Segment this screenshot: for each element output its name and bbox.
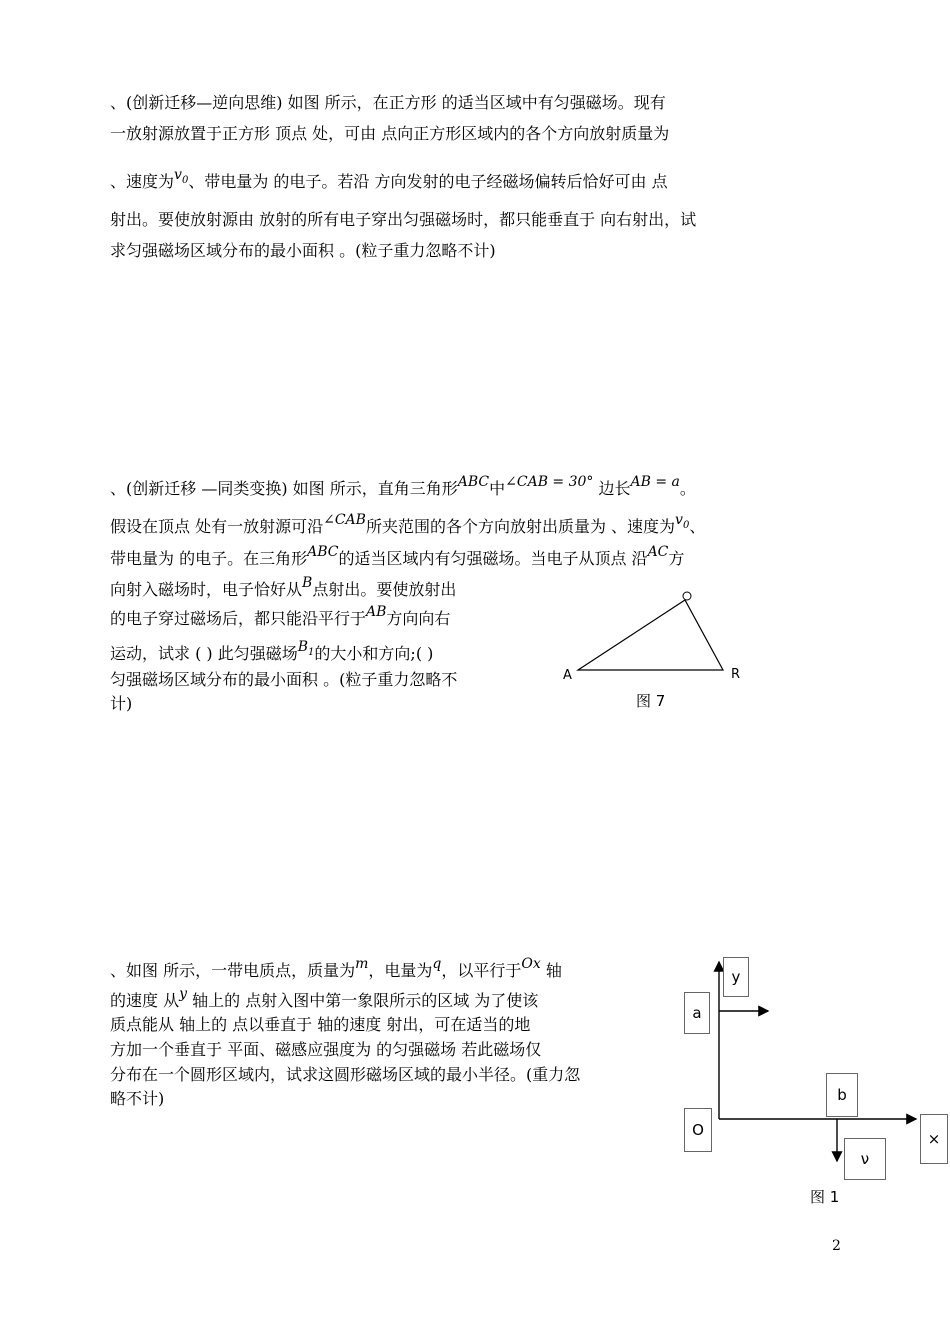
math-b1-letter: B <box>297 639 309 655</box>
problem-3-line-2-b: 轴上的 点射入图中第一象限所示的区域 为了使该 <box>187 991 539 1010</box>
problem-2-line-2-a: 假设在顶点 处有一放射源可沿 <box>110 517 324 536</box>
problem-2-line-4-a: 向射入磁场时，电子恰好从 <box>110 580 303 599</box>
x-axis-label: × <box>920 1114 948 1164</box>
math-angle-cab: ∠CAB = 30° <box>505 474 594 490</box>
problem-2-line-4 <box>110 577 456 604</box>
point-b-label: b <box>826 1073 858 1117</box>
math-b1: $B_1$ <box>297 639 315 658</box>
problem-2-line-3-a: 带电量为 的电子。在三角形 <box>110 549 308 568</box>
problem-3-line-1-c: ，以平行于 <box>441 961 522 980</box>
problem-1-line-5: 求匀强磁场区域分布的最小面积 。(粒子重力忽略不计) <box>110 241 496 260</box>
problem-3-line-1-a: 、如图 所示，一带电质点，质量为 <box>110 961 356 980</box>
problem-2-line-2-c: 、 <box>689 517 706 536</box>
problem-2-line-1-c: 边长 <box>593 479 631 498</box>
problem-2-line-3-c: 方 <box>668 549 685 568</box>
math-angle-cab-2: ∠CAB <box>323 512 366 528</box>
problem-1-line-2: 一放射源放置于正方形 顶点 处，可由 点向正方形区域内的各个方向放射质量为 <box>110 124 670 143</box>
problem-3-line-4: 方加一个垂直于 平面、磁感应强度为 的匀强磁场 若此磁场仅 <box>110 1040 542 1059</box>
vertex-a-label: A <box>563 668 572 683</box>
math-ox: Ox <box>521 956 541 972</box>
problem-3-line-1-b: ，电量为 <box>368 961 433 980</box>
problem-2-line-5-a: 的电子穿过磁场后，都只能沿平行于 <box>110 609 367 628</box>
problem-3-line-2-a: 的速度 从 <box>110 991 180 1010</box>
velocity-letter-2: v <box>675 512 683 528</box>
problem-2-line-7: 匀强磁场区域分布的最小面积 。(粒子重力忽略不 <box>110 670 458 689</box>
math-q: q <box>432 956 442 972</box>
problem-1-line-4: 射出。要使放射源由 放射的所有电子穿出匀强磁场时，都只能垂直于 向右射出，试 <box>110 210 697 229</box>
triangle-abc <box>578 600 723 670</box>
problem-3-line-1-d: 轴 <box>540 961 562 980</box>
vertex-c-marker <box>683 592 691 600</box>
math-b: B <box>302 575 313 591</box>
problem-2-line-5-b: 方向向右 <box>386 609 451 628</box>
math-m: m <box>355 956 369 972</box>
problem-2-line-6-a: 运动，试求 ( ) 此匀强磁场 <box>110 644 298 663</box>
problem-3-line-1 <box>110 958 562 985</box>
velocity-symbol: $v_0$ <box>174 167 189 186</box>
point-a-label: a <box>684 992 710 1034</box>
coordinate-figure <box>680 950 942 1170</box>
figure-7-caption: 图 7 <box>636 692 666 710</box>
problem-2-line-3-b: 的适当区域内有匀强磁场。当电子从顶点 沿 <box>338 549 648 568</box>
math-y: y <box>179 986 188 1002</box>
problem-3-line-5: 分布在一个圆形区域内，试求这圆形磁场区域的最小半径。(重力忽 <box>110 1065 581 1084</box>
math-abc: ABC <box>457 474 490 490</box>
figure-1-caption: 图 1 <box>810 1188 840 1206</box>
velocity-letter: v <box>174 167 182 183</box>
velocity-symbol-2: $v_0$ <box>675 512 690 531</box>
problem-3-line-3: 质点能从 轴上的 点以垂直于 轴的速度 射出，可在适当的地 <box>110 1015 531 1034</box>
problem-2-line-2-b: 所夹范围的各个方向放射出质量为 、速度为 <box>365 517 676 536</box>
math-ab-3: AB <box>366 604 387 620</box>
problem-1-line-3 <box>110 169 668 201</box>
problem-2-line-8: 计) <box>110 694 133 713</box>
problem-2-line-4-b: 点射出。要使放射出 <box>312 580 457 599</box>
problem-2-line-6-b: 的大小和方向;( ) <box>314 644 434 663</box>
problem-2-line-1 <box>110 476 696 503</box>
problem-3-line-6: 略不计) <box>110 1089 165 1108</box>
math-ab-equals-a: AB = a <box>630 474 680 490</box>
problem-3-line-2 <box>110 988 538 1015</box>
origin-label: O <box>684 1108 712 1152</box>
page-number: 2 <box>832 1238 841 1254</box>
problem-1-line-3-end: 、带电量为 的电子。若沿 方向发射的电子经磁场偏转后恰好可由 点 <box>188 172 668 191</box>
math-ac: AC <box>647 544 669 560</box>
problem-2-line-5 <box>110 606 450 633</box>
problem-1-line-1: 、(创新迁移—逆向思维) 如图 所示，在正方形 的适当区域中有匀强磁场。现有 <box>110 93 666 112</box>
problem-2-line-1-a: 、(创新迁移 —同类变换) 如图 所示，直角三角形 <box>110 479 458 498</box>
problem-2-line-1-b: 中 <box>489 479 506 498</box>
vertex-b-label: R <box>731 667 741 682</box>
problem-2-line-1-d: 。 <box>679 479 696 498</box>
velocity-label: ν <box>844 1138 886 1180</box>
problem-2-line-3 <box>110 546 684 573</box>
problem-1-line-3-start: 、速度为 <box>110 172 175 191</box>
math-abc-2: ABC <box>307 544 339 560</box>
y-axis-label: y <box>723 957 749 997</box>
problem-2-line-2 <box>110 514 705 546</box>
triangle-figure <box>560 588 760 688</box>
